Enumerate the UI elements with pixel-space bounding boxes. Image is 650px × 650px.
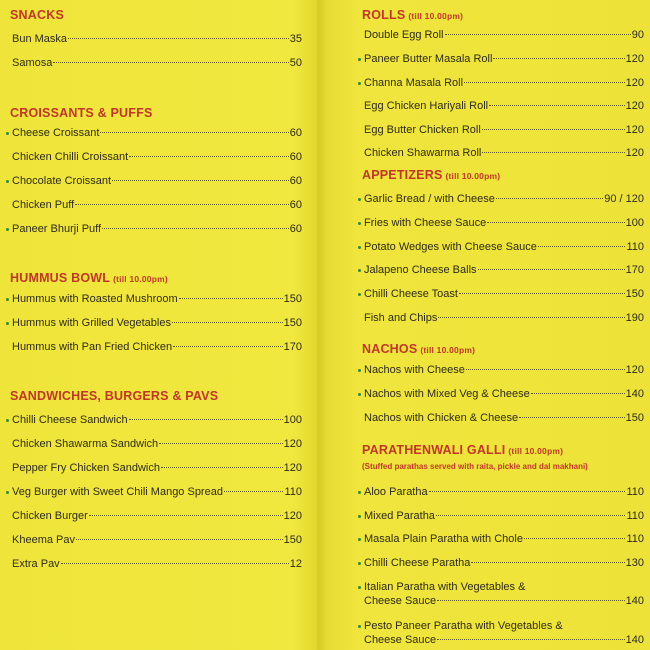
menu-item: [358, 288, 644, 304]
dotted-leader: [538, 246, 626, 247]
item-name-continued: Cheese Sauce: [364, 634, 437, 646]
item-price: 120: [625, 77, 644, 89]
item-name: Pepper Fry Chicken Sandwich: [12, 462, 160, 474]
section-heading: [10, 389, 218, 403]
item-price: 170: [283, 341, 302, 353]
menu-item: [6, 414, 302, 430]
item-price: 150: [283, 317, 302, 329]
veg-indicator-icon: [6, 419, 9, 422]
dotted-leader: [437, 600, 624, 601]
menu-item: [358, 264, 644, 280]
menu-item: [6, 510, 302, 526]
menu-item: [358, 217, 644, 233]
item-name: Masala Plain Paratha with Chole: [364, 533, 523, 545]
item-name: Chicken Puff: [12, 199, 75, 211]
section-title: SANDWICHES, BURGERS & PAVS: [10, 389, 219, 403]
dotted-leader: [464, 82, 625, 83]
dotted-leader: [436, 515, 626, 516]
dotted-leader: [471, 562, 624, 563]
item-price: 60: [289, 223, 302, 235]
item-row: [12, 534, 302, 546]
dotted-leader: [478, 269, 625, 270]
item-row: [364, 217, 644, 229]
menu-item: [358, 364, 644, 380]
item-row: [364, 312, 644, 324]
item-price: 90 / 120: [604, 193, 644, 205]
section-title: APPETIZERS: [362, 168, 443, 182]
menu-item: [358, 620, 644, 650]
menu-item: [6, 223, 302, 239]
menu-item: [358, 533, 644, 549]
item-row: [364, 264, 644, 276]
item-price: 110: [284, 486, 302, 498]
item-row: [364, 288, 644, 300]
item-name: Pesto Paneer Paratha with Vegetables &: [364, 620, 563, 632]
menu-item: [6, 151, 302, 167]
menu-item: [358, 486, 644, 502]
item-price: 110: [626, 510, 644, 522]
item-name: Paneer Butter Masala Roll: [364, 53, 493, 65]
veg-indicator-icon: [358, 515, 361, 518]
dotted-leader: [129, 419, 283, 420]
item-row: [364, 241, 644, 253]
item-name: Chicken Shawarma Roll: [364, 147, 482, 159]
dotted-leader: [172, 322, 283, 323]
section-title: ROLLS: [362, 8, 406, 22]
menu-item: [358, 241, 644, 257]
item-row: [12, 462, 302, 474]
item-price: 110: [626, 241, 644, 253]
dotted-leader: [438, 317, 624, 318]
item-name: Hummus with Pan Fried Chicken: [12, 341, 173, 353]
menu-item: [358, 581, 644, 611]
menu-item: [6, 175, 302, 191]
item-row: [364, 557, 644, 569]
item-name: Chocolate Croissant: [12, 175, 112, 187]
menu-item: [358, 147, 644, 163]
section-timing: (till 10.00pm): [445, 171, 501, 181]
menu-item: [6, 534, 302, 550]
dotted-leader: [68, 38, 289, 39]
section-title: SNACKS: [10, 8, 64, 22]
item-row: [364, 510, 644, 522]
veg-indicator-icon: [358, 393, 361, 396]
menu-item: [6, 438, 302, 454]
section-timing: (till 10.00pm): [420, 345, 476, 355]
dotted-leader: [496, 198, 603, 199]
dotted-leader: [466, 369, 625, 370]
item-row: [12, 414, 302, 426]
item-row: [364, 412, 644, 424]
veg-indicator-icon: [6, 180, 9, 183]
section-title: NACHOS: [362, 342, 418, 356]
item-price: 170: [625, 264, 644, 276]
item-price: 150: [283, 534, 302, 546]
menu-item: [358, 412, 644, 428]
item-row: [12, 33, 302, 45]
item-name: Mixed Paratha: [364, 510, 435, 522]
veg-indicator-icon: [358, 562, 361, 565]
section-title: PARATHENWALI GALLI: [362, 443, 506, 457]
item-price: 120: [283, 462, 302, 474]
item-price: 12: [289, 558, 302, 570]
veg-indicator-icon: [6, 228, 9, 231]
item-row: [364, 486, 644, 498]
item-row: [12, 223, 302, 235]
item-name: Paneer Bhurji Puff: [12, 223, 102, 235]
item-price: 150: [625, 412, 644, 424]
item-row: [364, 29, 644, 41]
item-name: Double Egg Roll: [364, 29, 444, 41]
section-heading: [10, 8, 64, 22]
dotted-leader: [53, 62, 288, 63]
section-title: CROISSANTS & PUFFS: [10, 106, 153, 120]
item-row: [364, 77, 644, 89]
item-price: 60: [289, 199, 302, 211]
menu-item: [358, 53, 644, 69]
dotted-leader: [489, 105, 625, 106]
item-row: [364, 147, 644, 159]
item-price: 110: [626, 486, 644, 498]
item-row: [12, 127, 302, 139]
item-row: [12, 510, 302, 522]
item-price: 120: [625, 124, 644, 136]
dotted-leader: [102, 228, 289, 229]
item-name: Kheema Pav: [12, 534, 75, 546]
dotted-leader: [429, 491, 626, 492]
menu-item: [358, 312, 644, 328]
item-row: [12, 151, 302, 163]
dotted-leader: [89, 515, 283, 516]
item-row: [12, 199, 302, 211]
item-price: 60: [289, 151, 302, 163]
menu-item: [6, 558, 302, 574]
item-price: 35: [289, 33, 302, 45]
item-price: 60: [289, 127, 302, 139]
item-name: Fries with Cheese Sauce: [364, 217, 487, 229]
item-row: [12, 293, 302, 305]
section-timing: (till 10.00pm): [113, 274, 168, 284]
menu-item: [358, 557, 644, 573]
item-name: Egg Butter Chicken Roll: [364, 124, 481, 136]
menu-item: [6, 341, 302, 357]
item-row: [364, 53, 644, 65]
item-price: 150: [625, 288, 644, 300]
item-row: [364, 595, 644, 607]
menu-item: [6, 33, 302, 49]
section-heading: [362, 342, 475, 356]
menu-item: [6, 199, 302, 215]
dotted-leader: [482, 152, 624, 153]
dotted-leader: [519, 417, 625, 418]
item-name: Nachos with Cheese: [364, 364, 465, 376]
menu-item: [6, 317, 302, 333]
item-name: Nachos with Chicken & Cheese: [364, 412, 519, 424]
menu-item: [6, 486, 302, 502]
item-name: Egg Chicken Hariyali Roll: [364, 100, 489, 112]
veg-indicator-icon: [358, 222, 361, 225]
dotted-leader: [445, 34, 631, 35]
item-row: [12, 317, 302, 329]
item-price: 120: [625, 100, 644, 112]
item-price: 90: [631, 29, 644, 41]
item-name: Extra Pav: [12, 558, 60, 570]
menu-item: [358, 29, 644, 45]
item-name: Chicken Burger: [12, 510, 88, 522]
item-name: Bun Maska: [12, 33, 68, 45]
menu-item: [6, 462, 302, 478]
item-row: [12, 341, 302, 353]
menu-item: [358, 510, 644, 526]
item-row: [364, 193, 644, 205]
veg-indicator-icon: [358, 586, 361, 589]
item-price: 60: [289, 175, 302, 187]
item-name: Hummus with Roasted Mushroom: [12, 293, 178, 305]
veg-indicator-icon: [358, 246, 361, 249]
veg-indicator-icon: [358, 491, 361, 494]
item-name: Cheese Croissant: [12, 127, 100, 139]
section-timing: (till 10.00pm): [408, 11, 464, 21]
dotted-leader: [76, 539, 283, 540]
menu-item: [358, 193, 644, 209]
veg-indicator-icon: [358, 369, 361, 372]
item-price: 120: [625, 53, 644, 65]
veg-indicator-icon: [358, 538, 361, 541]
section-timing: (till 10.00pm): [508, 446, 564, 456]
veg-indicator-icon: [6, 322, 9, 325]
menu-item: [358, 77, 644, 93]
veg-indicator-icon: [358, 269, 361, 272]
section-heading: [10, 106, 153, 120]
veg-indicator-icon: [358, 58, 361, 61]
dotted-leader: [524, 538, 625, 539]
item-row: [364, 533, 644, 545]
item-row: [12, 57, 302, 69]
item-price: 100: [283, 414, 302, 426]
item-price: 120: [283, 438, 302, 450]
item-name: Chilli Cheese Paratha: [364, 557, 471, 569]
item-price: 190: [625, 312, 644, 324]
item-name: Hummus with Grilled Vegetables: [12, 317, 171, 329]
item-name: Chilli Cheese Sandwich: [12, 414, 128, 426]
item-name: Veg Burger with Sweet Chili Mango Spread: [12, 486, 223, 498]
item-price: 140: [625, 595, 644, 607]
dotted-leader: [493, 58, 624, 59]
item-name: Jalapeno Cheese Balls: [364, 264, 477, 276]
veg-indicator-icon: [6, 132, 9, 135]
veg-indicator-icon: [358, 293, 361, 296]
item-price: 120: [625, 364, 644, 376]
item-row: [364, 388, 644, 400]
veg-indicator-icon: [6, 491, 9, 494]
item-name: Channa Masala Roll: [364, 77, 464, 89]
item-price: 120: [625, 147, 644, 159]
veg-indicator-icon: [358, 82, 361, 85]
dotted-leader: [459, 293, 625, 294]
item-price: 110: [626, 533, 644, 545]
item-row: [364, 634, 644, 646]
item-price: 140: [625, 634, 644, 646]
section-heading: [362, 8, 463, 22]
dotted-leader: [112, 180, 289, 181]
menu-item: [358, 124, 644, 140]
section-heading: [362, 168, 500, 182]
item-price: 140: [625, 388, 644, 400]
item-price: 100: [625, 217, 644, 229]
veg-indicator-icon: [6, 298, 9, 301]
item-price: 150: [283, 293, 302, 305]
menu-item: [6, 127, 302, 143]
dotted-leader: [75, 204, 289, 205]
dotted-leader: [161, 467, 283, 468]
dotted-leader: [159, 443, 283, 444]
item-row: [12, 175, 302, 187]
item-name: Aloo Paratha: [364, 486, 428, 498]
item-name: Samosa: [12, 57, 53, 69]
dotted-leader: [487, 222, 624, 223]
dotted-leader: [531, 393, 625, 394]
section-title: HUMMUS BOWL: [10, 271, 111, 285]
item-name: Chicken Shawarma Sandwich: [12, 438, 159, 450]
dotted-leader: [129, 156, 289, 157]
item-row: [364, 124, 644, 136]
dotted-leader: [173, 346, 282, 347]
veg-indicator-icon: [358, 198, 361, 201]
menu-item: [6, 57, 302, 73]
section-heading: [362, 443, 563, 457]
item-price: 120: [283, 510, 302, 522]
item-name: Nachos with Mixed Veg & Cheese: [364, 388, 530, 400]
dotted-leader: [61, 563, 289, 564]
menu-item: [358, 100, 644, 116]
item-row: [364, 100, 644, 112]
dotted-leader: [179, 298, 283, 299]
item-name: Potato Wedges with Cheese Sauce: [364, 241, 537, 253]
item-row: [12, 438, 302, 450]
section-heading: [10, 271, 168, 285]
item-name: Fish and Chips: [364, 312, 438, 324]
section-note: (Stuffed parathas served with raita, pickle and dal makhani): [362, 462, 588, 471]
item-price: 50: [289, 57, 302, 69]
dotted-leader: [437, 639, 624, 640]
menu-item: [358, 388, 644, 404]
dotted-leader: [100, 132, 288, 133]
veg-indicator-icon: [358, 625, 361, 628]
dotted-leader: [482, 129, 625, 130]
dotted-leader: [224, 491, 284, 492]
item-name-continued: Cheese Sauce: [364, 595, 437, 607]
item-row: [12, 486, 302, 498]
item-name: Garlic Bread / with Cheese: [364, 193, 495, 205]
item-row: [12, 558, 302, 570]
item-row: [364, 364, 644, 376]
item-name: Chicken Chilli Croissant: [12, 151, 129, 163]
item-price: 130: [625, 557, 644, 569]
menu-item: [6, 293, 302, 309]
item-name: Chilli Cheese Toast: [364, 288, 458, 300]
item-name: Italian Paratha with Vegetables &: [364, 581, 526, 593]
